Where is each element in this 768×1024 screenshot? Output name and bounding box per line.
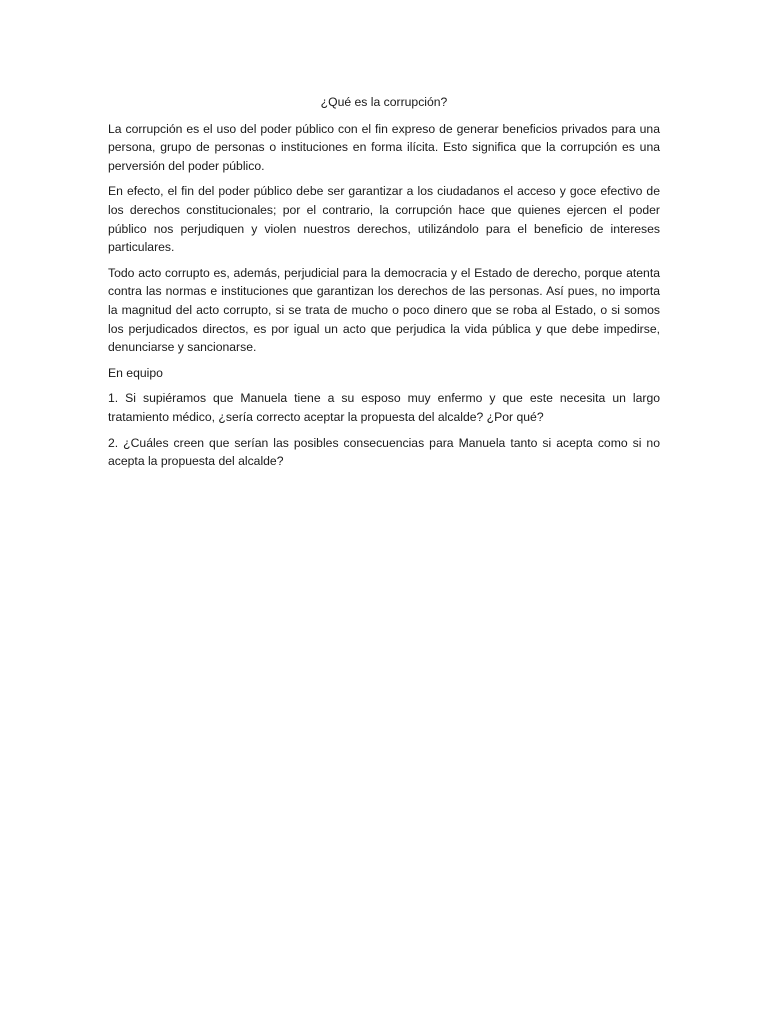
paragraph-consequences: Todo acto corrupto es, además, perjudicial para la democracia y el Estado de derecho, porque atenta contra las normas e instituciones que garantizan los derechos de las personas. Así pues, no importa la magnitud del acto corrupto, si se trata de mucho o poco dinero que se roba al Estado, o si somos los perjudicados directos, es por igual un acto que perjudica la vida pública y que debe impedirse, denunciarse y sancionarse. <box>108 265 660 355</box>
paragraph-purpose: En efecto, el fin del poder público debe ser garantizar a los ciudadanos el acceso y goce efectivo de los derechos constitucionales; por el contrario, la corrupción hace que quienes ejercen el poder público nos perjudiquen y violen nuestros derechos, utilizándolo para el beneficio de intereses particulares. <box>108 184 660 255</box>
document-title: ¿Qué es la corrupción? <box>320 95 448 109</box>
document-body <box>108 93 660 478</box>
section-heading: En equipo <box>108 365 163 380</box>
question-1: 1. Si supiéramos que Manuela tiene a su esposo muy enfermo y que este necesita un largo tratamiento médico, ¿sería correcto aceptar la propuesta del alcalde? ¿Por qué? <box>108 391 660 424</box>
question-2: 2. ¿Cuáles creen que serían las posibles consecuencias para Manuela tanto si acepta como si no acepta la propuesta del alcalde? <box>108 435 660 469</box>
paragraph-definition: La corrupción es el uso del poder público con el fin expreso de generar beneficios privados para una persona, grupo de personas o instituciones en forma ilícita. Esto significa que la corrupción es una perversión del poder público. <box>108 121 660 173</box>
